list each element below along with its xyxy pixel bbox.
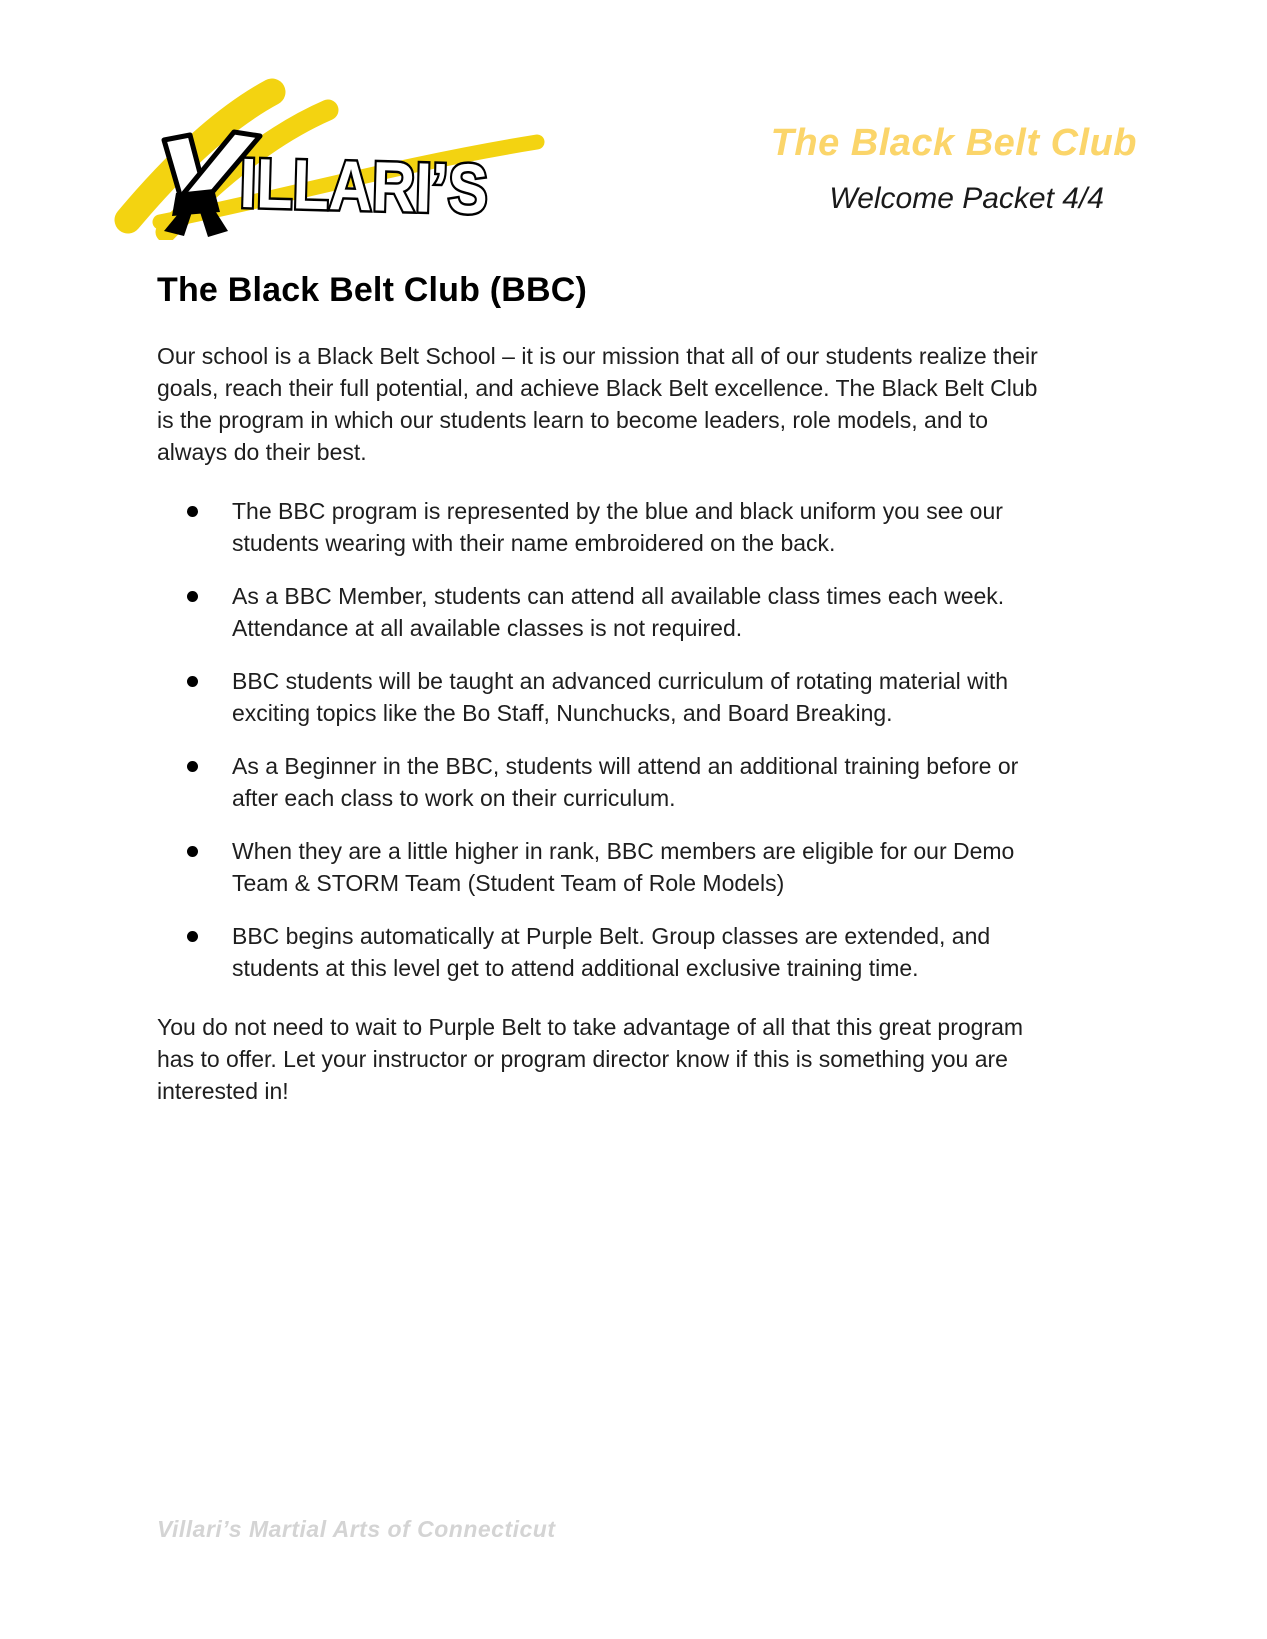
text-line: As a BBC Member, students can attend all available class times each week. [232, 583, 1005, 609]
list-item [157, 920, 1109, 984]
text-line: Attendance at all available classes is not required. [232, 615, 743, 641]
villaris-logo [100, 72, 550, 240]
document-body [157, 271, 1109, 1107]
header-packet-label: Welcome Packet 4/4 [829, 182, 1104, 215]
text-line: has to offer. Let your instructor or program director know if this is something you are [157, 1046, 1008, 1072]
text-line: goals, reach their full potential, and achieve Black Belt excellence. The Black Belt Club [157, 375, 1038, 401]
text-line: after each class to work on their curriculum. [232, 785, 676, 811]
text-line: students at this level get to attend additional exclusive training time. [232, 955, 919, 981]
bullet-icon [187, 591, 198, 602]
text-line: always do their best. [157, 439, 367, 465]
bullet-icon [187, 676, 198, 687]
text-line: interested in! [157, 1078, 289, 1104]
text-line: BBC begins automatically at Purple Belt. Group classes are extended, and [232, 923, 991, 949]
list-item [157, 835, 1109, 899]
text-line: Our school is a Black Belt School – it is our mission that all of our students realize their [157, 343, 1038, 369]
bullet-icon [187, 761, 198, 772]
text-line: students wearing with their name embroidered on the back. [232, 530, 836, 556]
text-line: exciting topics like the Bo Staff, Nunchucks, and Board Breaking. [232, 700, 893, 726]
list-item [157, 750, 1109, 814]
text-line: BBC students will be taught an advanced curriculum of rotating material with [232, 668, 1009, 694]
text-line: When they are a little higher in rank, BBC members are eligible for our Demo [232, 838, 1015, 864]
text-line: is the program in which our students learn to become leaders, role models, and to [157, 407, 988, 433]
text-line: Team & STORM Team (Student Team of Role Models) [232, 870, 785, 896]
footer-text: Villari’s Martial Arts of Connecticut [157, 1516, 556, 1542]
page-title: The Black Belt Club (BBC) [157, 271, 588, 309]
logo-text: ILLARI’S [238, 143, 533, 230]
text-line: As a Beginner in the BBC, students will attend an additional training before or [232, 753, 1019, 779]
closing-paragraph [157, 1011, 1109, 1107]
text-line: You do not need to wait to Purple Belt to take advantage of all that this great program [157, 1014, 1024, 1040]
intro-paragraph [157, 340, 1109, 468]
list-item [157, 580, 1109, 644]
bullet-icon [187, 846, 198, 857]
header-block [771, 122, 1137, 216]
text-line: The BBC program is represented by the blue and black uniform you see our [232, 498, 1003, 524]
bullet-icon [187, 506, 198, 517]
bullet-icon [187, 931, 198, 942]
header-program-title: The Black Belt Club [770, 122, 1137, 164]
bbc-bullet-list [157, 495, 1109, 984]
list-item [157, 665, 1109, 729]
list-item [157, 495, 1109, 559]
